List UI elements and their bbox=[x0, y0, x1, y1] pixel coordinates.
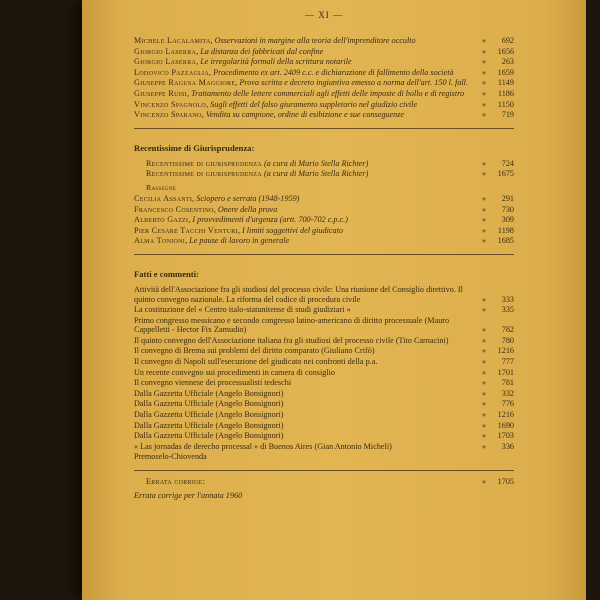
subheading-rassegne: Rassegne bbox=[146, 182, 177, 192]
index-entry bbox=[134, 368, 514, 378]
entry-page: 1216 bbox=[497, 410, 514, 420]
arrow-glyph: » bbox=[481, 305, 486, 315]
index-entry bbox=[134, 57, 514, 67]
entry-title: , Sugli effetti del falso giuramento suppletorio nel giudizio civile bbox=[206, 99, 418, 109]
entry-title: , I limiti soggettivi del giudicato bbox=[237, 225, 343, 235]
index-block-fatti bbox=[134, 285, 514, 462]
entry-page: 1690 bbox=[497, 420, 514, 430]
entry-page: 1656 bbox=[497, 46, 514, 56]
entry-text: Dalla Gazzetta Ufficiale (Angelo Bonsignori) bbox=[134, 388, 284, 398]
entry-text: Primo congresso messicano e secondo congresso latino-americano di diritto processuale (Mauro Cappelletti - Hector Fix Zamudio) bbox=[134, 315, 450, 335]
errata-label: Errata corrige: bbox=[146, 477, 206, 486]
entry-text: Dalla Gazzetta Ufficiale (Angelo Bonsignori) bbox=[134, 420, 284, 430]
index-entry bbox=[134, 110, 514, 120]
entry-title: , Sciopero e serrata (1948-1959) bbox=[192, 193, 300, 203]
book-page bbox=[82, 0, 586, 600]
index-entry bbox=[134, 452, 514, 462]
entry-title: , Prova scritta e decreto ingiuntivo emesso a norma dell'art. 150 l. fall. bbox=[235, 78, 468, 88]
entry-text: « Las jornadas de derecho processal » di Buenos Aires (Gian Antonio Micheli) bbox=[134, 441, 392, 451]
index-entry bbox=[134, 346, 514, 356]
arrow-glyph: » bbox=[481, 399, 486, 409]
section-heading-fatti: Fatti e commenti: bbox=[134, 268, 199, 279]
entry-author: Giorgio Laserra bbox=[134, 57, 197, 67]
arrow-glyph: » bbox=[481, 36, 486, 45]
entry-page: 1701 bbox=[497, 367, 514, 377]
arrow-glyph: » bbox=[481, 78, 486, 88]
index-entry bbox=[134, 236, 514, 246]
entry-author: Giuseppe Ragusa Maggiore bbox=[134, 78, 236, 88]
index-entry bbox=[134, 431, 514, 441]
entry-page: 1685 bbox=[497, 236, 514, 246]
entry-text: Dalla Gazzetta Ufficiale (Angelo Bonsignori) bbox=[134, 431, 284, 441]
entry-title: (a cura di Mario Stella Richter) bbox=[261, 158, 369, 168]
entry-page: 692 bbox=[501, 36, 514, 45]
entry-page: 309 bbox=[501, 215, 514, 225]
entry-text: Il convegno di Napoli sull'esecuzione del giudicato nei confronti della p.a. bbox=[134, 357, 378, 367]
index-entry bbox=[134, 226, 514, 236]
entry-author: Francesco Cosentino bbox=[134, 204, 214, 214]
index-block-authors bbox=[134, 36, 514, 120]
index-entry bbox=[134, 316, 514, 335]
entry-page: 1703 bbox=[497, 431, 514, 441]
index-entry bbox=[134, 336, 514, 346]
entry-title: , Le pause di lavoro in generale bbox=[185, 236, 290, 246]
entry-page: 777 bbox=[501, 357, 514, 367]
arrow-glyph: » bbox=[481, 99, 486, 109]
arrow-glyph: » bbox=[481, 169, 486, 179]
index-entry bbox=[134, 399, 514, 409]
errata-note: Errata corrige per l'annata 1960 bbox=[134, 490, 243, 500]
entry-text: Il convegno viennese dei processualisti tedeschi bbox=[134, 378, 292, 388]
arrow-glyph: » bbox=[481, 57, 486, 67]
entry-author: Recentissime di giurisprudenza bbox=[146, 158, 262, 168]
arrow-glyph: » bbox=[481, 388, 486, 398]
entry-text: Il quinto convegno dell'Associazione italiana fra gli studiosi del processo civile (Tito Carnacini) bbox=[134, 335, 449, 345]
entry-author: Vincenzo Spagnolo bbox=[134, 99, 207, 109]
entry-page: 719 bbox=[501, 110, 514, 120]
arrow-glyph: » bbox=[481, 67, 486, 77]
index-block-recentissime bbox=[134, 159, 514, 179]
index-entry bbox=[134, 442, 514, 452]
arrow-glyph: » bbox=[481, 357, 486, 367]
page-number: — XI — bbox=[305, 10, 343, 20]
entry-page: 263 bbox=[501, 57, 514, 67]
index-entry bbox=[134, 357, 514, 367]
entry-author: Pier Cesare Tacchi Venturi bbox=[134, 225, 238, 235]
arrow-glyph: » bbox=[481, 193, 486, 203]
entry-page: 333 bbox=[501, 294, 514, 304]
entry-author: Cecilia Assanti bbox=[134, 193, 193, 203]
entry-text: Attività dell'Associazione fra gli studiosi del processo civile: Una riunione del Consiglio direttivo. Il quinto convegno nazionale. La riforma del codice di procedura civile bbox=[134, 284, 463, 304]
entry-title: , Le irregolarità formali della scrittura notarile bbox=[196, 57, 352, 67]
entry-author: Recentissime di giurisprudenza bbox=[146, 169, 262, 179]
entry-page: 291 bbox=[501, 193, 514, 203]
arrow-glyph: » bbox=[481, 236, 486, 246]
index-entry bbox=[134, 89, 514, 99]
arrow-glyph: » bbox=[481, 346, 486, 356]
arrow-glyph: » bbox=[481, 477, 486, 486]
index-entry bbox=[134, 169, 514, 179]
entry-title: , Trattamento delle lettere commerciali agli effetti delle imposte di bollo e di registro bbox=[186, 88, 465, 98]
entry-author: Giuseppe Ruisi bbox=[134, 88, 187, 98]
index-entry bbox=[134, 68, 514, 78]
entry-title: , Vendita su campione, ordine di esibizione e sue conseguenze bbox=[201, 110, 405, 120]
entry-author: Vincenzo Sparano bbox=[134, 110, 202, 120]
entry-title: , Osservazioni in margine alla teoria dell'imprenditore occulto bbox=[210, 36, 416, 45]
arrow-glyph: » bbox=[481, 294, 486, 304]
entry-title: , La distanza dei fabbricati dal confine bbox=[196, 46, 324, 56]
index-entry bbox=[134, 410, 514, 420]
arrow-glyph: » bbox=[481, 367, 486, 377]
arrow-glyph: » bbox=[481, 88, 486, 98]
entry-page: 336 bbox=[501, 441, 514, 451]
errata-entry bbox=[134, 477, 514, 487]
index-entry bbox=[134, 285, 514, 304]
entry-page: 1186 bbox=[497, 88, 514, 98]
entry-page: 1675 bbox=[497, 169, 514, 179]
arrow-glyph: » bbox=[481, 410, 486, 420]
index-entry bbox=[134, 100, 514, 110]
entry-author: Alma Tonioni bbox=[134, 236, 186, 246]
arrow-glyph: » bbox=[481, 325, 486, 335]
arrow-glyph: » bbox=[481, 225, 486, 235]
arrow-glyph: » bbox=[481, 441, 486, 451]
entry-text: Dalla Gazzetta Ufficiale (Angelo Bonsignori) bbox=[134, 410, 284, 420]
entry-page: 780 bbox=[501, 335, 514, 345]
index-entry bbox=[134, 215, 514, 225]
index-entry bbox=[134, 78, 514, 88]
entry-page: 781 bbox=[501, 378, 514, 388]
index-entry bbox=[134, 36, 514, 46]
index-block-rassegne bbox=[134, 194, 514, 246]
entry-page: 1198 bbox=[497, 225, 514, 235]
entry-text: Premoselo-Chiovenda bbox=[134, 452, 207, 462]
arrow-glyph: » bbox=[481, 335, 486, 345]
entry-author: Alberto Gazzi bbox=[134, 215, 189, 225]
entry-page: 730 bbox=[501, 204, 514, 214]
arrow-glyph: » bbox=[481, 110, 486, 120]
arrow-glyph: » bbox=[481, 46, 486, 56]
entry-page: 782 bbox=[501, 325, 514, 335]
entry-title: (a cura di Mario Stella Richter) bbox=[261, 169, 369, 179]
section-heading-recentissime: Recentissime di Giurisprudenza: bbox=[134, 142, 255, 153]
entry-text: Un recente convegno sui procedimenti in camera di consiglio bbox=[134, 367, 335, 377]
errata-page: 1705 bbox=[497, 477, 514, 486]
entry-title: , Onere della prova bbox=[213, 204, 278, 214]
index-entry bbox=[134, 378, 514, 388]
entry-page: 332 bbox=[501, 388, 514, 398]
index-content bbox=[134, 10, 514, 500]
index-entry bbox=[134, 205, 514, 215]
entry-author: Giorgio Laserra bbox=[134, 46, 197, 56]
divider bbox=[134, 470, 514, 471]
index-entry bbox=[134, 421, 514, 431]
entry-text: Dalla Gazzetta Ufficiale (Angelo Bonsignori) bbox=[134, 399, 284, 409]
entry-page: 1216 bbox=[497, 346, 514, 356]
index-entry bbox=[134, 305, 514, 315]
entry-text: La costituzione del « Centro italo-statunitense di studi giudiziari » bbox=[134, 305, 351, 315]
index-entry bbox=[134, 194, 514, 204]
entry-page: 776 bbox=[501, 399, 514, 409]
entry-page: 1149 bbox=[497, 78, 514, 88]
arrow-glyph: » bbox=[481, 204, 486, 214]
entry-text: Il convegno di Brema sui problemi del diritto comparato (Giuliano Crifò) bbox=[134, 346, 375, 356]
arrow-glyph: » bbox=[481, 420, 486, 430]
entry-page: 1659 bbox=[497, 67, 514, 77]
arrow-glyph: » bbox=[481, 378, 486, 388]
divider bbox=[134, 254, 514, 255]
index-entry bbox=[134, 159, 514, 169]
arrow-glyph: » bbox=[481, 215, 486, 225]
entry-page: 335 bbox=[501, 305, 514, 315]
arrow-glyph: » bbox=[481, 431, 486, 441]
entry-page: 724 bbox=[501, 158, 514, 168]
index-entry bbox=[134, 389, 514, 399]
index-entry bbox=[134, 47, 514, 57]
entry-page: 1150 bbox=[497, 99, 514, 109]
entry-title: , Procedimento ex art. 2409 c.c. e dichiarazione di fallimento della società bbox=[209, 67, 454, 77]
entry-author: Lodovico Pazzaglia bbox=[134, 67, 209, 77]
divider bbox=[134, 128, 514, 129]
arrow-glyph: » bbox=[481, 158, 486, 168]
entry-title: , I provvedimenti d'urgenza (artt. 700-702 c.p.c.) bbox=[188, 215, 348, 225]
entry-author: Michele Lacalamita bbox=[134, 36, 211, 45]
